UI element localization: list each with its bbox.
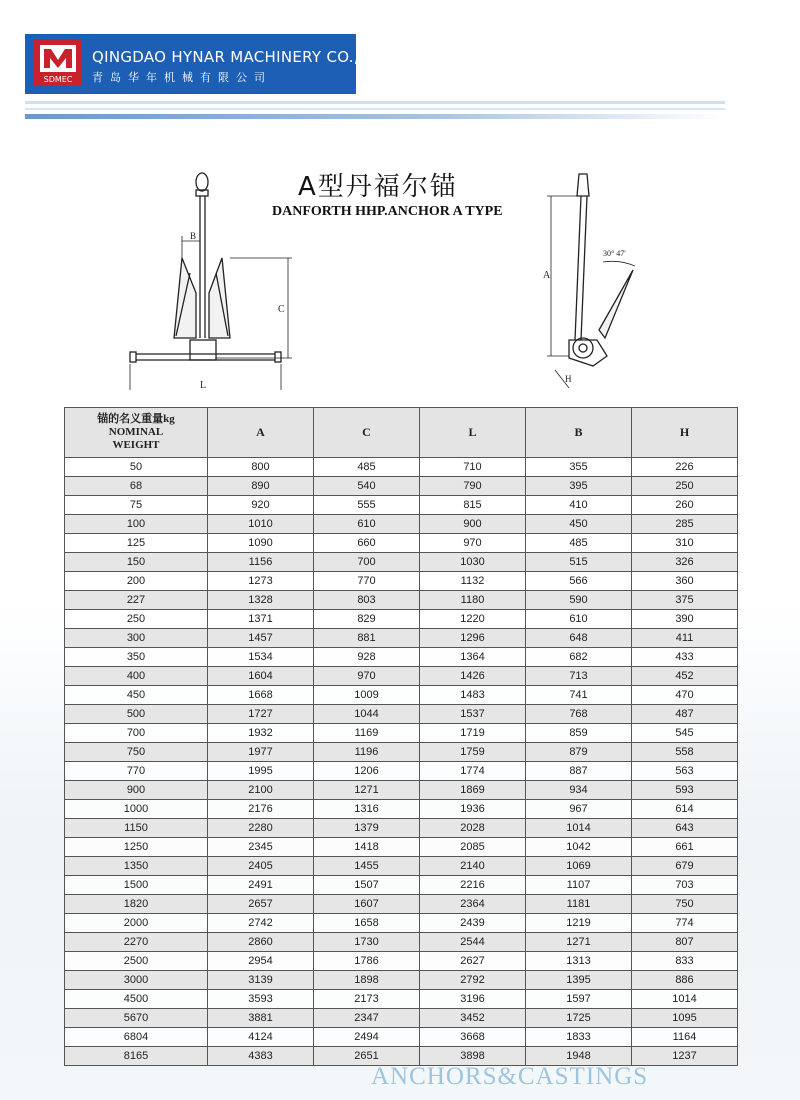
table-cell: 660 [314, 534, 420, 553]
table-cell: 1534 [208, 648, 314, 667]
table-row [65, 971, 738, 990]
table-cell: 487 [632, 705, 738, 724]
table-cell: 1010 [208, 515, 314, 534]
table-cell: 700 [65, 724, 208, 743]
table-cell: 833 [632, 952, 738, 971]
table-cell: 226 [632, 458, 738, 477]
header-stripe [25, 101, 725, 104]
table-row [65, 724, 738, 743]
table-cell: 920 [208, 496, 314, 515]
table-cell: 260 [632, 496, 738, 515]
header-stripe [25, 108, 725, 110]
table-cell: 1181 [526, 895, 632, 914]
table-cell: 1014 [632, 990, 738, 1009]
table-cell: 928 [314, 648, 420, 667]
table-cell: 75 [65, 496, 208, 515]
header-nominal-weight-cn: 锚的名义重量kg [97, 413, 175, 425]
table-cell: 1009 [314, 686, 420, 705]
table-cell: 1014 [526, 819, 632, 838]
header-col-h: H [632, 408, 738, 458]
table-cell: 3452 [420, 1009, 526, 1028]
table-cell: 4383 [208, 1047, 314, 1066]
table-cell: 390 [632, 610, 738, 629]
table-cell: 679 [632, 857, 738, 876]
table-row [65, 952, 738, 971]
table-cell: 2028 [420, 819, 526, 838]
table-cell: 900 [420, 515, 526, 534]
table-cell: 900 [65, 781, 208, 800]
table-cell: 970 [420, 534, 526, 553]
table-cell: 227 [65, 591, 208, 610]
dim-label-a: A [543, 270, 551, 281]
table-cell: 285 [632, 515, 738, 534]
table-cell: 1597 [526, 990, 632, 1009]
table-cell: 2347 [314, 1009, 420, 1028]
table-row [65, 477, 738, 496]
table-cell: 800 [208, 458, 314, 477]
dim-label-l: L [200, 380, 207, 390]
table-cell: 1786 [314, 952, 420, 971]
table-cell: 934 [526, 781, 632, 800]
table-cell: 2439 [420, 914, 526, 933]
table-cell: 500 [65, 705, 208, 724]
table-cell: 1500 [65, 876, 208, 895]
header-col-l: L [420, 408, 526, 458]
table-cell: 1379 [314, 819, 420, 838]
table-cell: 3881 [208, 1009, 314, 1028]
table-cell: 770 [314, 572, 420, 591]
table-cell: 1090 [208, 534, 314, 553]
table-cell: 1725 [526, 1009, 632, 1028]
table-cell: 1219 [526, 914, 632, 933]
table-cell: 1604 [208, 667, 314, 686]
header-nominal-weight-en1: NOMINAL [108, 426, 164, 438]
table-cell: 967 [526, 800, 632, 819]
table-cell: 411 [632, 629, 738, 648]
table-cell: 1000 [65, 800, 208, 819]
table-cell: 1727 [208, 705, 314, 724]
table-row [65, 800, 738, 819]
table-cell: 452 [632, 667, 738, 686]
table-cell: 3668 [420, 1028, 526, 1047]
table-cell: 450 [526, 515, 632, 534]
table-cell: 1455 [314, 857, 420, 876]
table-cell: 2954 [208, 952, 314, 971]
table-cell: 1833 [526, 1028, 632, 1047]
table-cell: 1820 [65, 895, 208, 914]
table-cell: 1237 [632, 1047, 738, 1066]
footer-title: ANCHORS&CASTINGS [371, 1063, 649, 1090]
header-col-a: A [208, 408, 314, 458]
table-cell: 703 [632, 876, 738, 895]
table-cell: 610 [526, 610, 632, 629]
table-cell: 2000 [65, 914, 208, 933]
table-row [65, 762, 738, 781]
table-cell: 750 [632, 895, 738, 914]
header-col-c: C [314, 408, 420, 458]
table-row [65, 648, 738, 667]
table-cell: 558 [632, 743, 738, 762]
table-cell: 1271 [314, 781, 420, 800]
table-row [65, 781, 738, 800]
table-cell: 1271 [526, 933, 632, 952]
angle-label: 30° 47' [603, 249, 626, 258]
table-cell: 125 [65, 534, 208, 553]
table-cell: 750 [65, 743, 208, 762]
table-cell: 1206 [314, 762, 420, 781]
table-cell: 150 [65, 553, 208, 572]
table-row [65, 1028, 738, 1047]
table-cell: 2792 [420, 971, 526, 990]
table-cell: 1250 [65, 838, 208, 857]
table-body [65, 458, 738, 1066]
table-cell: 1759 [420, 743, 526, 762]
table-cell: 515 [526, 553, 632, 572]
table-cell: 1371 [208, 610, 314, 629]
table-cell: 3000 [65, 971, 208, 990]
table-cell: 2176 [208, 800, 314, 819]
table-cell: 4124 [208, 1028, 314, 1047]
table-row [65, 857, 738, 876]
table-cell: 8165 [65, 1047, 208, 1066]
table-row [65, 553, 738, 572]
table-cell: 881 [314, 629, 420, 648]
table-cell: 1296 [420, 629, 526, 648]
table-cell: 774 [632, 914, 738, 933]
table-cell: 350 [65, 648, 208, 667]
table-cell: 859 [526, 724, 632, 743]
table-cell: 1668 [208, 686, 314, 705]
table-cell: 614 [632, 800, 738, 819]
table-cell: 1730 [314, 933, 420, 952]
table-cell: 1042 [526, 838, 632, 857]
table-cell: 1313 [526, 952, 632, 971]
table-cell: 1395 [526, 971, 632, 990]
table-cell: 1316 [314, 800, 420, 819]
table-cell: 2100 [208, 781, 314, 800]
table-cell: 1169 [314, 724, 420, 743]
table-row [65, 895, 738, 914]
table-cell: 1719 [420, 724, 526, 743]
table-cell: 3898 [420, 1047, 526, 1066]
table-cell: 326 [632, 553, 738, 572]
table-cell: 890 [208, 477, 314, 496]
table-cell: 450 [65, 686, 208, 705]
table-row [65, 458, 738, 477]
table-cell: 2544 [420, 933, 526, 952]
table-cell: 2280 [208, 819, 314, 838]
table-cell: 1156 [208, 553, 314, 572]
table-cell: 200 [65, 572, 208, 591]
table-cell: 250 [632, 477, 738, 496]
table-cell: 1537 [420, 705, 526, 724]
company-name-cn: 青岛华年机械有限公司 [92, 71, 272, 84]
table-row [65, 591, 738, 610]
table-cell: 643 [632, 819, 738, 838]
table-cell: 1180 [420, 591, 526, 610]
table-cell: 1095 [632, 1009, 738, 1028]
table-cell: 5670 [65, 1009, 208, 1028]
table-cell: 879 [526, 743, 632, 762]
table-cell: 1977 [208, 743, 314, 762]
table-cell: 1607 [314, 895, 420, 914]
table-cell: 710 [420, 458, 526, 477]
table-cell: 3139 [208, 971, 314, 990]
table-cell: 887 [526, 762, 632, 781]
table-cell: 2657 [208, 895, 314, 914]
table-cell: 1418 [314, 838, 420, 857]
table-cell: 2742 [208, 914, 314, 933]
table-cell: 803 [314, 591, 420, 610]
table-cell: 2173 [314, 990, 420, 1009]
table-row [65, 838, 738, 857]
table-cell: 2494 [314, 1028, 420, 1047]
table-cell: 2405 [208, 857, 314, 876]
table-cell: 1507 [314, 876, 420, 895]
table-cell: 395 [526, 477, 632, 496]
table-cell: 1164 [632, 1028, 738, 1047]
table-cell: 250 [65, 610, 208, 629]
company-logo-icon [34, 40, 82, 86]
table-row [65, 914, 738, 933]
table-row [65, 534, 738, 553]
table-cell: 2140 [420, 857, 526, 876]
header-stripe [25, 114, 725, 119]
anchor-side-view-drawing [535, 170, 645, 392]
page-title-cn: A型丹福尔锚 [298, 172, 458, 202]
table-cell: 807 [632, 933, 738, 952]
anchor-front-view-drawing [120, 168, 310, 390]
header-nominal-weight [65, 408, 208, 458]
company-name-en: QINGDAO HYNAR MACHINERY CO.,LTD [92, 48, 387, 66]
table-cell: 563 [632, 762, 738, 781]
table-cell: 770 [65, 762, 208, 781]
header-nominal-weight-en2: WEIGHT [112, 439, 160, 451]
table-cell: 1869 [420, 781, 526, 800]
table-cell: 1328 [208, 591, 314, 610]
table-cell: 2500 [65, 952, 208, 971]
table-cell: 1132 [420, 572, 526, 591]
table-row [65, 1009, 738, 1028]
table-cell: 50 [65, 458, 208, 477]
table-row [65, 933, 738, 952]
table-cell: 6804 [65, 1028, 208, 1047]
table-row [65, 496, 738, 515]
table-row [65, 629, 738, 648]
table-cell: 2651 [314, 1047, 420, 1066]
table-cell: 310 [632, 534, 738, 553]
table-cell: 970 [314, 667, 420, 686]
table-cell: 2627 [420, 952, 526, 971]
table-cell: 1936 [420, 800, 526, 819]
table-cell: 433 [632, 648, 738, 667]
table-cell: 1426 [420, 667, 526, 686]
table-cell: 1483 [420, 686, 526, 705]
table-cell: 360 [632, 572, 738, 591]
table-row [65, 876, 738, 895]
table-cell: 1107 [526, 876, 632, 895]
table-cell: 400 [65, 667, 208, 686]
table-cell: 1044 [314, 705, 420, 724]
table-cell: 300 [65, 629, 208, 648]
table-cell: 2345 [208, 838, 314, 857]
table-cell: 566 [526, 572, 632, 591]
dim-label-b: B [190, 231, 197, 241]
table-cell: 1150 [65, 819, 208, 838]
table-cell: 1030 [420, 553, 526, 572]
table-cell: 68 [65, 477, 208, 496]
table-cell: 545 [632, 724, 738, 743]
table-row [65, 819, 738, 838]
table-cell: 2270 [65, 933, 208, 952]
table-cell: 1364 [420, 648, 526, 667]
table-cell: 886 [632, 971, 738, 990]
header-col-b: B [526, 408, 632, 458]
table-cell: 470 [632, 686, 738, 705]
table-row [65, 572, 738, 591]
table-cell: 2085 [420, 838, 526, 857]
table-cell: 100 [65, 515, 208, 534]
table-cell: 410 [526, 496, 632, 515]
page-title-en: DANFORTH HHP.ANCHOR A TYPE [272, 204, 503, 219]
table-cell: 3593 [208, 990, 314, 1009]
table-cell: 590 [526, 591, 632, 610]
table-cell: 1774 [420, 762, 526, 781]
dim-label-c: C [278, 304, 285, 315]
table-cell: 682 [526, 648, 632, 667]
logo-text: SDMEC [43, 75, 73, 84]
table-cell: 610 [314, 515, 420, 534]
table-cell: 593 [632, 781, 738, 800]
table-cell: 4500 [65, 990, 208, 1009]
table-cell: 2364 [420, 895, 526, 914]
table-cell: 741 [526, 686, 632, 705]
table-row [65, 990, 738, 1009]
table-row [65, 667, 738, 686]
table-cell: 1948 [526, 1047, 632, 1066]
table-cell: 1220 [420, 610, 526, 629]
table-cell: 1069 [526, 857, 632, 876]
anchor-spec-table [64, 407, 738, 1066]
table-cell: 2216 [420, 876, 526, 895]
table-cell: 375 [632, 591, 738, 610]
table-cell: 768 [526, 705, 632, 724]
table-row [65, 705, 738, 724]
table-cell: 485 [526, 534, 632, 553]
table-row [65, 686, 738, 705]
table-cell: 2491 [208, 876, 314, 895]
table-cell: 1457 [208, 629, 314, 648]
table-cell: 485 [314, 458, 420, 477]
table-cell: 815 [420, 496, 526, 515]
table-cell: 648 [526, 629, 632, 648]
table-cell: 3196 [420, 990, 526, 1009]
table-cell: 540 [314, 477, 420, 496]
table-row [65, 515, 738, 534]
table-cell: 1273 [208, 572, 314, 591]
table-cell: 661 [632, 838, 738, 857]
table-row [65, 743, 738, 762]
table-cell: 1350 [65, 857, 208, 876]
table-cell: 1898 [314, 971, 420, 990]
table-cell: 700 [314, 553, 420, 572]
dim-label-h: H [565, 374, 572, 384]
table-cell: 355 [526, 458, 632, 477]
table-cell: 555 [314, 496, 420, 515]
table-cell: 829 [314, 610, 420, 629]
table-cell: 1196 [314, 743, 420, 762]
table-cell: 1658 [314, 914, 420, 933]
table-cell: 1995 [208, 762, 314, 781]
table-cell: 790 [420, 477, 526, 496]
table-cell: 713 [526, 667, 632, 686]
table-cell: 1932 [208, 724, 314, 743]
table-row [65, 610, 738, 629]
table-cell: 2860 [208, 933, 314, 952]
table-header-row [65, 408, 738, 458]
